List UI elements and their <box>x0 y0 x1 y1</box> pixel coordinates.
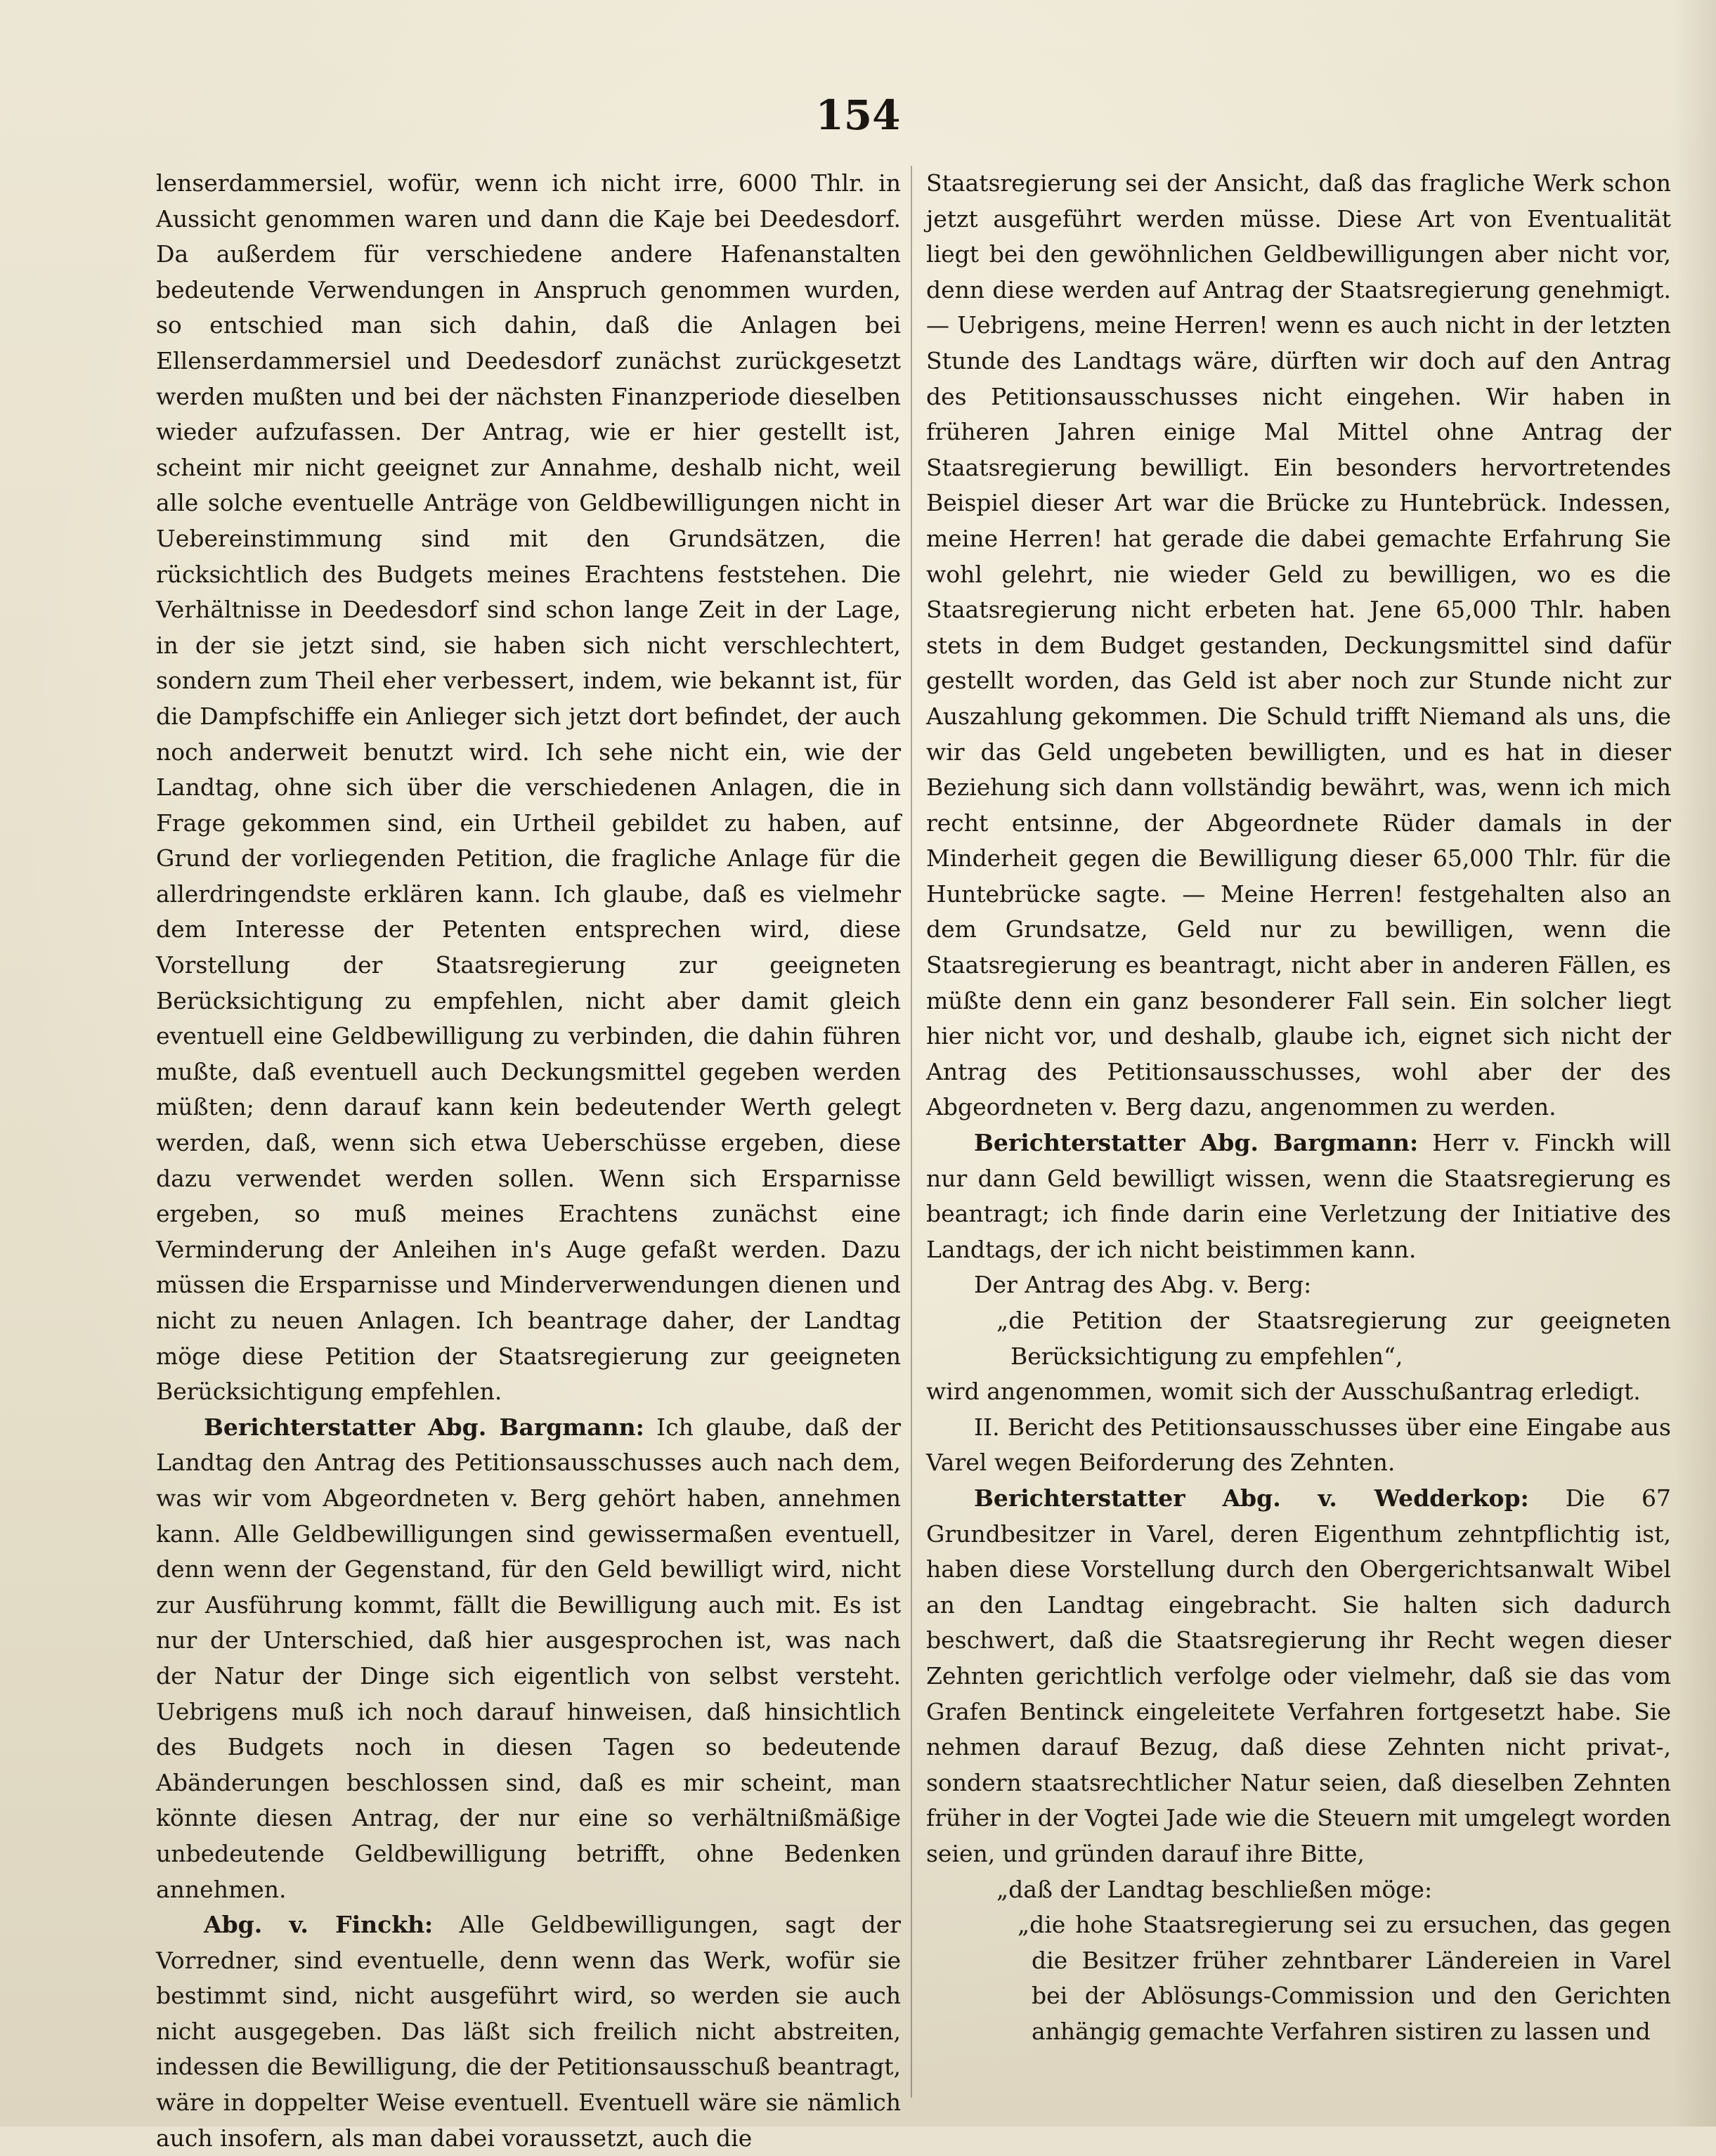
paragraph-text: Herr v. Finckh will nur dann Geld bewilligt wissen, wenn die Staatsregierung es beantragt; ich finde darin eine Verletzung der Initiative des Landtags, der ich nicht beistimmen kann. <box>926 1129 1671 1263</box>
page-number: 154 <box>815 91 901 139</box>
quoted-motion <box>926 1303 1671 1374</box>
speaker-name: Berichterstatter Abg. Bargmann: <box>974 1129 1419 1157</box>
quoted-petition <box>926 1872 1671 1908</box>
paragraph-text: „die Petition der Staatsregierung zur geeigneten Berücksichtigung zu empfehlen“, <box>996 1307 1671 1370</box>
paragraph <box>926 1125 1671 1267</box>
paragraph-text: wird angenommen, womit sich der Ausschußantrag erledigt. <box>926 1378 1641 1406</box>
speaker-name: Berichterstatter Abg. Bargmann: <box>204 1413 644 1441</box>
paragraph-text: Staatsregierung sei der Ansicht, daß das fragliche Werk schon jetzt ausgeführt werden müsse. Diese Art von Eventualität liegt bei den gewöhnlichen Geldbewilligungen aber nicht vor, denn diese werden auf Antrag der Staatsregierung genehmigt. — Uebrigens, meine Herren! wenn es auch nicht in der letzten Stunde des Landtags wäre, dürften wir doch auf den Antrag des Petitionsausschusses nicht eingehen. Wir haben in früheren Jahren einige Mal Mittel ohne Antrag der Staatsregierung bewilligt. Ein besonders hervortretendes Beispiel dieser Art war die Brücke zu Huntebrück. Indessen, meine Herren! hat gerade die dabei gemachte Erfahrung Sie wohl gelehrt, nie wieder Geld zu bewilligen, wo es die Staatsregierung nicht erbeten hat. Jene 65,000 Thlr. haben stets in dem Budget gestanden, Deckungsmittel sind dafür gestellt worden, das Geld ist aber noch zur Stunde nicht zur Auszahlung gekommen. Die Schuld trifft Niemand als uns, die wir das Geld ungebeten bewilligten, und es hat in dieser Beziehung sich dann vollständig bewährt, was, wenn ich mich recht entsinne, der Abgeordnete Rüder damals in der Minderheit gegen die Bewilligung dieser 65,000 Thlr. für die Huntebrücke sagte. — Meine Herren! festgehalten also an dem Grundsatze, Geld nur zu bewilligen, wenn die Staatsregierung es beantragt, nicht aber in anderen Fällen, es müßte denn ein ganz besonderer Fall sein. Ein solcher liegt hier nicht vor, und deshalb, glaube ich, eignet sich nicht der Antrag des Petitionsausschusses, wohl aber der des Abgeordneten v. Berg dazu, angenommen zu werden. <box>926 169 1671 1121</box>
right-column <box>926 166 1671 2049</box>
column-divider <box>911 166 912 2098</box>
paragraph-text: Die 67 Grundbesitzer in Varel, deren Eigenthum zehntpflichtig ist, haben diese Vorstellung durch den Obergerichtsanwalt Wibel an den Landtag eingebracht. Sie halten sich dadurch beschwert, daß die Staatsregierung ihr Recht wegen dieser Zehnten gerichtlich verfolge oder vielmehr, daß sie das vom Grafen Bentinck eingeleitete Verfahren fortgesetzt habe. Sie nehmen darauf Bezug, daß diese Zehnten nicht privat-, sondern staatsrechtlicher Natur seien, daß dieselben Zehnten früher in der Vogtei Jade wie die Steuern mit umgelegt worden seien, und gründen darauf ihre Bitte, <box>926 1484 1672 1867</box>
paragraph <box>156 1410 901 1907</box>
paragraph <box>926 1481 1671 1872</box>
left-column <box>156 166 901 2156</box>
paragraph-text: lenserdammersiel, wofür, wenn ich nicht irre, 6000 Thlr. in Aussicht genommen waren und dann die Kaje bei Deedesdorf. Da außerdem für verschiedene andere Hafenanstalten bedeutende Verwendungen in Anspruch genommen wurden, so entschied man sich dahin, daß die Anlagen bei Ellenserdammersiel und Deedesdorf zunächst zurückgesetzt werden mußten und bei der nächsten Finanzperiode dieselben wieder aufzufassen. Der Antrag, wie er hier gestellt ist, scheint mir nicht geeignet zur Annahme, deshalb nicht, weil alle solche eventuelle Anträge von Geldbewilligungen nicht in Uebereinstimmung sind mit den Grundsätzen, die rücksichtlich des Budgets meines Erachtens feststehen. Die Verhältnisse in Deedesdorf sind schon lange Zeit in der Lage, in der sie jetzt sind, sie haben sich nicht verschlechtert, sondern zum Theil eher verbessert, indem, wie bekannt ist, für die Dampfschiffe ein Anlieger sich jetzt dort befindet, der auch noch anderweit benutzt wird. Ich sehe nicht ein, wie der Landtag, ohne sich über die verschiedenen Anlagen, die in Frage gekommen sind, ein Urtheil gebildet zu haben, auf Grund der vorliegenden Petition, die fragliche Anlage für die allerdringendste erklären kann. Ich glaube, daß es vielmehr dem Interesse der Petenten entsprechen wird, diese Vorstellung der Staatsregierung zur geeigneten Berücksichtigung zu empfehlen, nicht aber damit gleich eventuell eine Geldbewilligung zu verbinden, die dahin führen mußte, daß eventuell auch Deckungsmittel gegeben werden müßten; denn darauf kann kein bedeutender Werth gelegt werden, daß, wenn sich etwa Ueberschüsse ergeben, diese dazu verwendet werden sollen. Wenn sich Ersparnisse ergeben, so muß meines Erachtens zunächst eine Verminderung der Anleihen in's Auge gefaßt werden. Dazu müssen die Ersparnisse und Minderverwendungen dienen und nicht zu neuen Anlagen. Ich beantrage daher, der Landtag möge diese Petition der Staatsregierung zur geeigneten Berücksichtigung empfehlen. <box>156 169 901 1406</box>
paragraph-text: Ich glaube, daß der Landtag den Antrag des Petitionsausschusses auch nach dem, was wir vom Abgeordneten v. Berg gehört haben, annehmen kann. Alle Geldbewilligungen sind gewissermaßen eventuell, denn wenn der Gegenstand, für den Geld bewilligt wird, nicht zur Ausführung kommt, fällt die Bewilligung auch mit. Es ist nur der Unterschied, daß hier ausgesprochen ist, was nach der Natur der Dinge sich eigentlich von selbst versteht. Uebrigens muß ich noch darauf hinweisen, daß hinsichtlich des Budgets noch in diesen Tagen so bedeutende Abänderungen beschlossen sind, daß es mir scheint, man könnte diesen Antrag, der nur eine so verhältnißmäßige unbedeutende Geldbewilligung betrifft, ohne Bedenken annehmen. <box>156 1413 901 1903</box>
paragraph <box>926 1374 1671 1410</box>
paragraph-text: „daß der Landtag beschließen möge: <box>996 1875 1433 1903</box>
paragraph <box>926 166 1671 1125</box>
quoted-petition <box>926 1907 1671 2049</box>
speaker-name: Abg. v. Finckh: <box>204 1911 434 1939</box>
speaker-name: Berichterstatter Abg. v. Wedderkop: <box>974 1484 1529 1512</box>
paragraph-text: II. Bericht des Petitionsausschusses über eine Eingabe aus Varel wegen Beiforderung des Zehnten. <box>926 1413 1671 1477</box>
paragraph-text: Der Antrag des Abg. v. Berg: <box>974 1271 1312 1299</box>
paragraph-text: „die hohe Staatsregierung sei zu ersuchen, das gegen die Besitzer früher zehntbarer Ländereien in Varel bei der Ablösungs-Commission und den Gerichten anhängig gemachte Verfahren sistiren zu lassen und <box>1018 1911 1671 2045</box>
paragraph <box>926 1267 1671 1303</box>
paragraph <box>156 1907 901 2156</box>
page-edge-shadow <box>1674 0 1716 2126</box>
paragraph <box>156 166 901 1410</box>
section-heading <box>926 1410 1671 1481</box>
paragraph-text: Alle Geldbewilligungen, sagt der Vorredner, sind eventuelle, denn wenn das Werk, wofür sie bestimmt sind, nicht ausgeführt wird, so werden sie auch nicht ausgegeben. Das läßt sich freilich nicht abstreiten, indessen die Bewilligung, die der Petitionsausschuß beantragt, wäre in doppelter Weise eventuell. Eventuell wäre sie nämlich auch insofern, als man dabei voraussetzt, auch die <box>156 1911 901 2152</box>
